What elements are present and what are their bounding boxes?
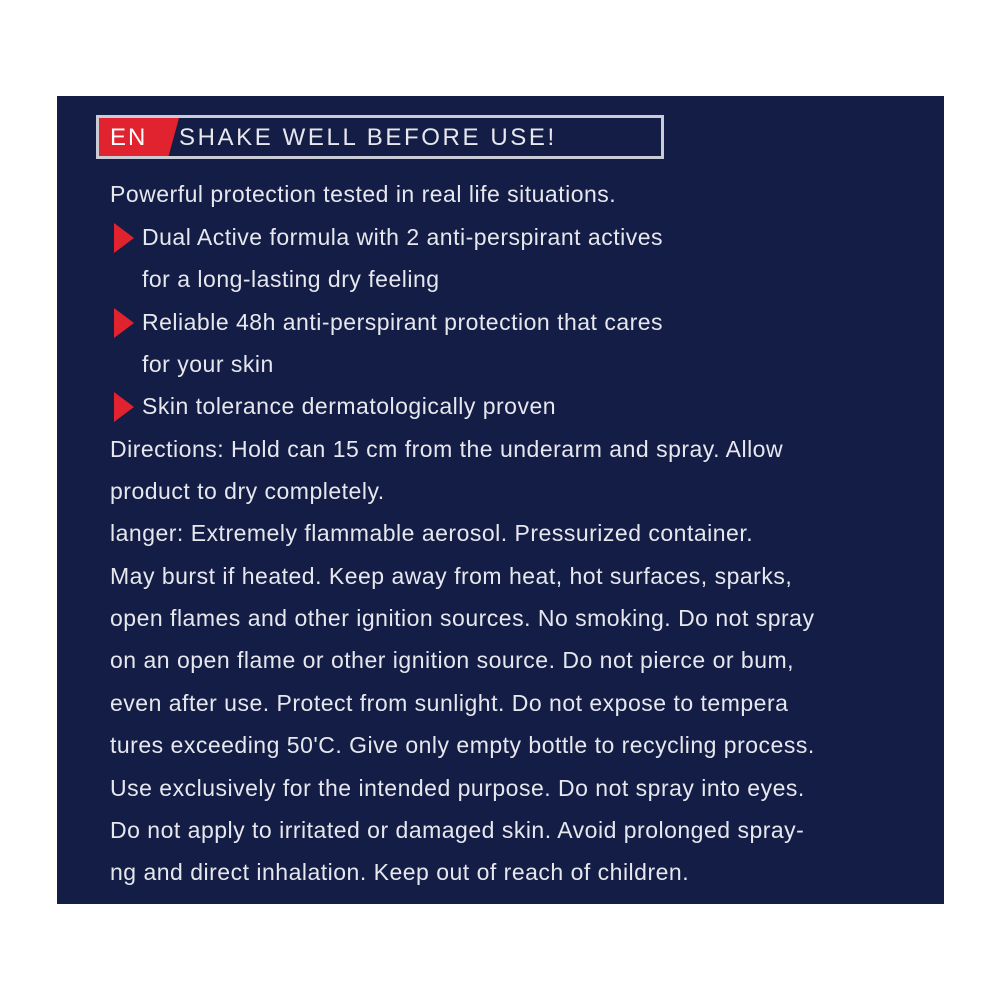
body-line: on an open flame or other ignition source. Do not pierce or bum, bbox=[110, 647, 795, 673]
bullet-3-line-1: Skin tolerance dermatologically proven bbox=[142, 393, 557, 419]
triangle-bullet-icon bbox=[114, 392, 134, 422]
body-line: ng and direct inhalation. Keep out of reach of children. bbox=[110, 859, 690, 885]
triangle-bullet-icon bbox=[114, 223, 134, 253]
intro-text: Powerful protection tested in real life situations. bbox=[110, 181, 617, 207]
body-line: Directions: Hold can 15 cm from the underarm and spray. Allow bbox=[110, 436, 784, 462]
bullet-2-line-2: for your skin bbox=[142, 351, 274, 377]
body-line: open flames and other ignition sources. No smoking. Do not spray bbox=[110, 605, 815, 631]
body-line: tures exceeding 50'C. Give only empty bottle to recycling process. bbox=[110, 732, 815, 758]
body-line: product to dry completely. bbox=[110, 478, 385, 504]
header-box bbox=[96, 115, 664, 159]
label-panel bbox=[57, 96, 944, 904]
body-line: May burst if heated. Keep away from heat, hot surfaces, sparks, bbox=[110, 563, 793, 589]
language-code: EN bbox=[110, 124, 148, 151]
body-line: Use exclusively for the intended purpose. Do not spray into eyes. bbox=[110, 775, 805, 801]
body-line: langer: Extremely flammable aerosol. Pressurized container. bbox=[110, 520, 754, 546]
header-title: SHAKE WELL BEFORE USE! bbox=[179, 124, 557, 151]
bullet-2-line-1: Reliable 48h anti-perspirant protection that cares bbox=[142, 309, 664, 335]
bullet-1-line-2: for a long-lasting dry feeling bbox=[142, 266, 440, 292]
triangle-bullet-icon bbox=[114, 308, 134, 338]
bullet-1-line-1: Dual Active formula with 2 anti-perspirant actives bbox=[142, 224, 663, 250]
body-line: even after use. Protect from sunlight. Do not expose to tempera bbox=[110, 690, 789, 716]
body-line: Do not apply to irritated or damaged skin. Avoid prolonged spray- bbox=[110, 817, 805, 843]
